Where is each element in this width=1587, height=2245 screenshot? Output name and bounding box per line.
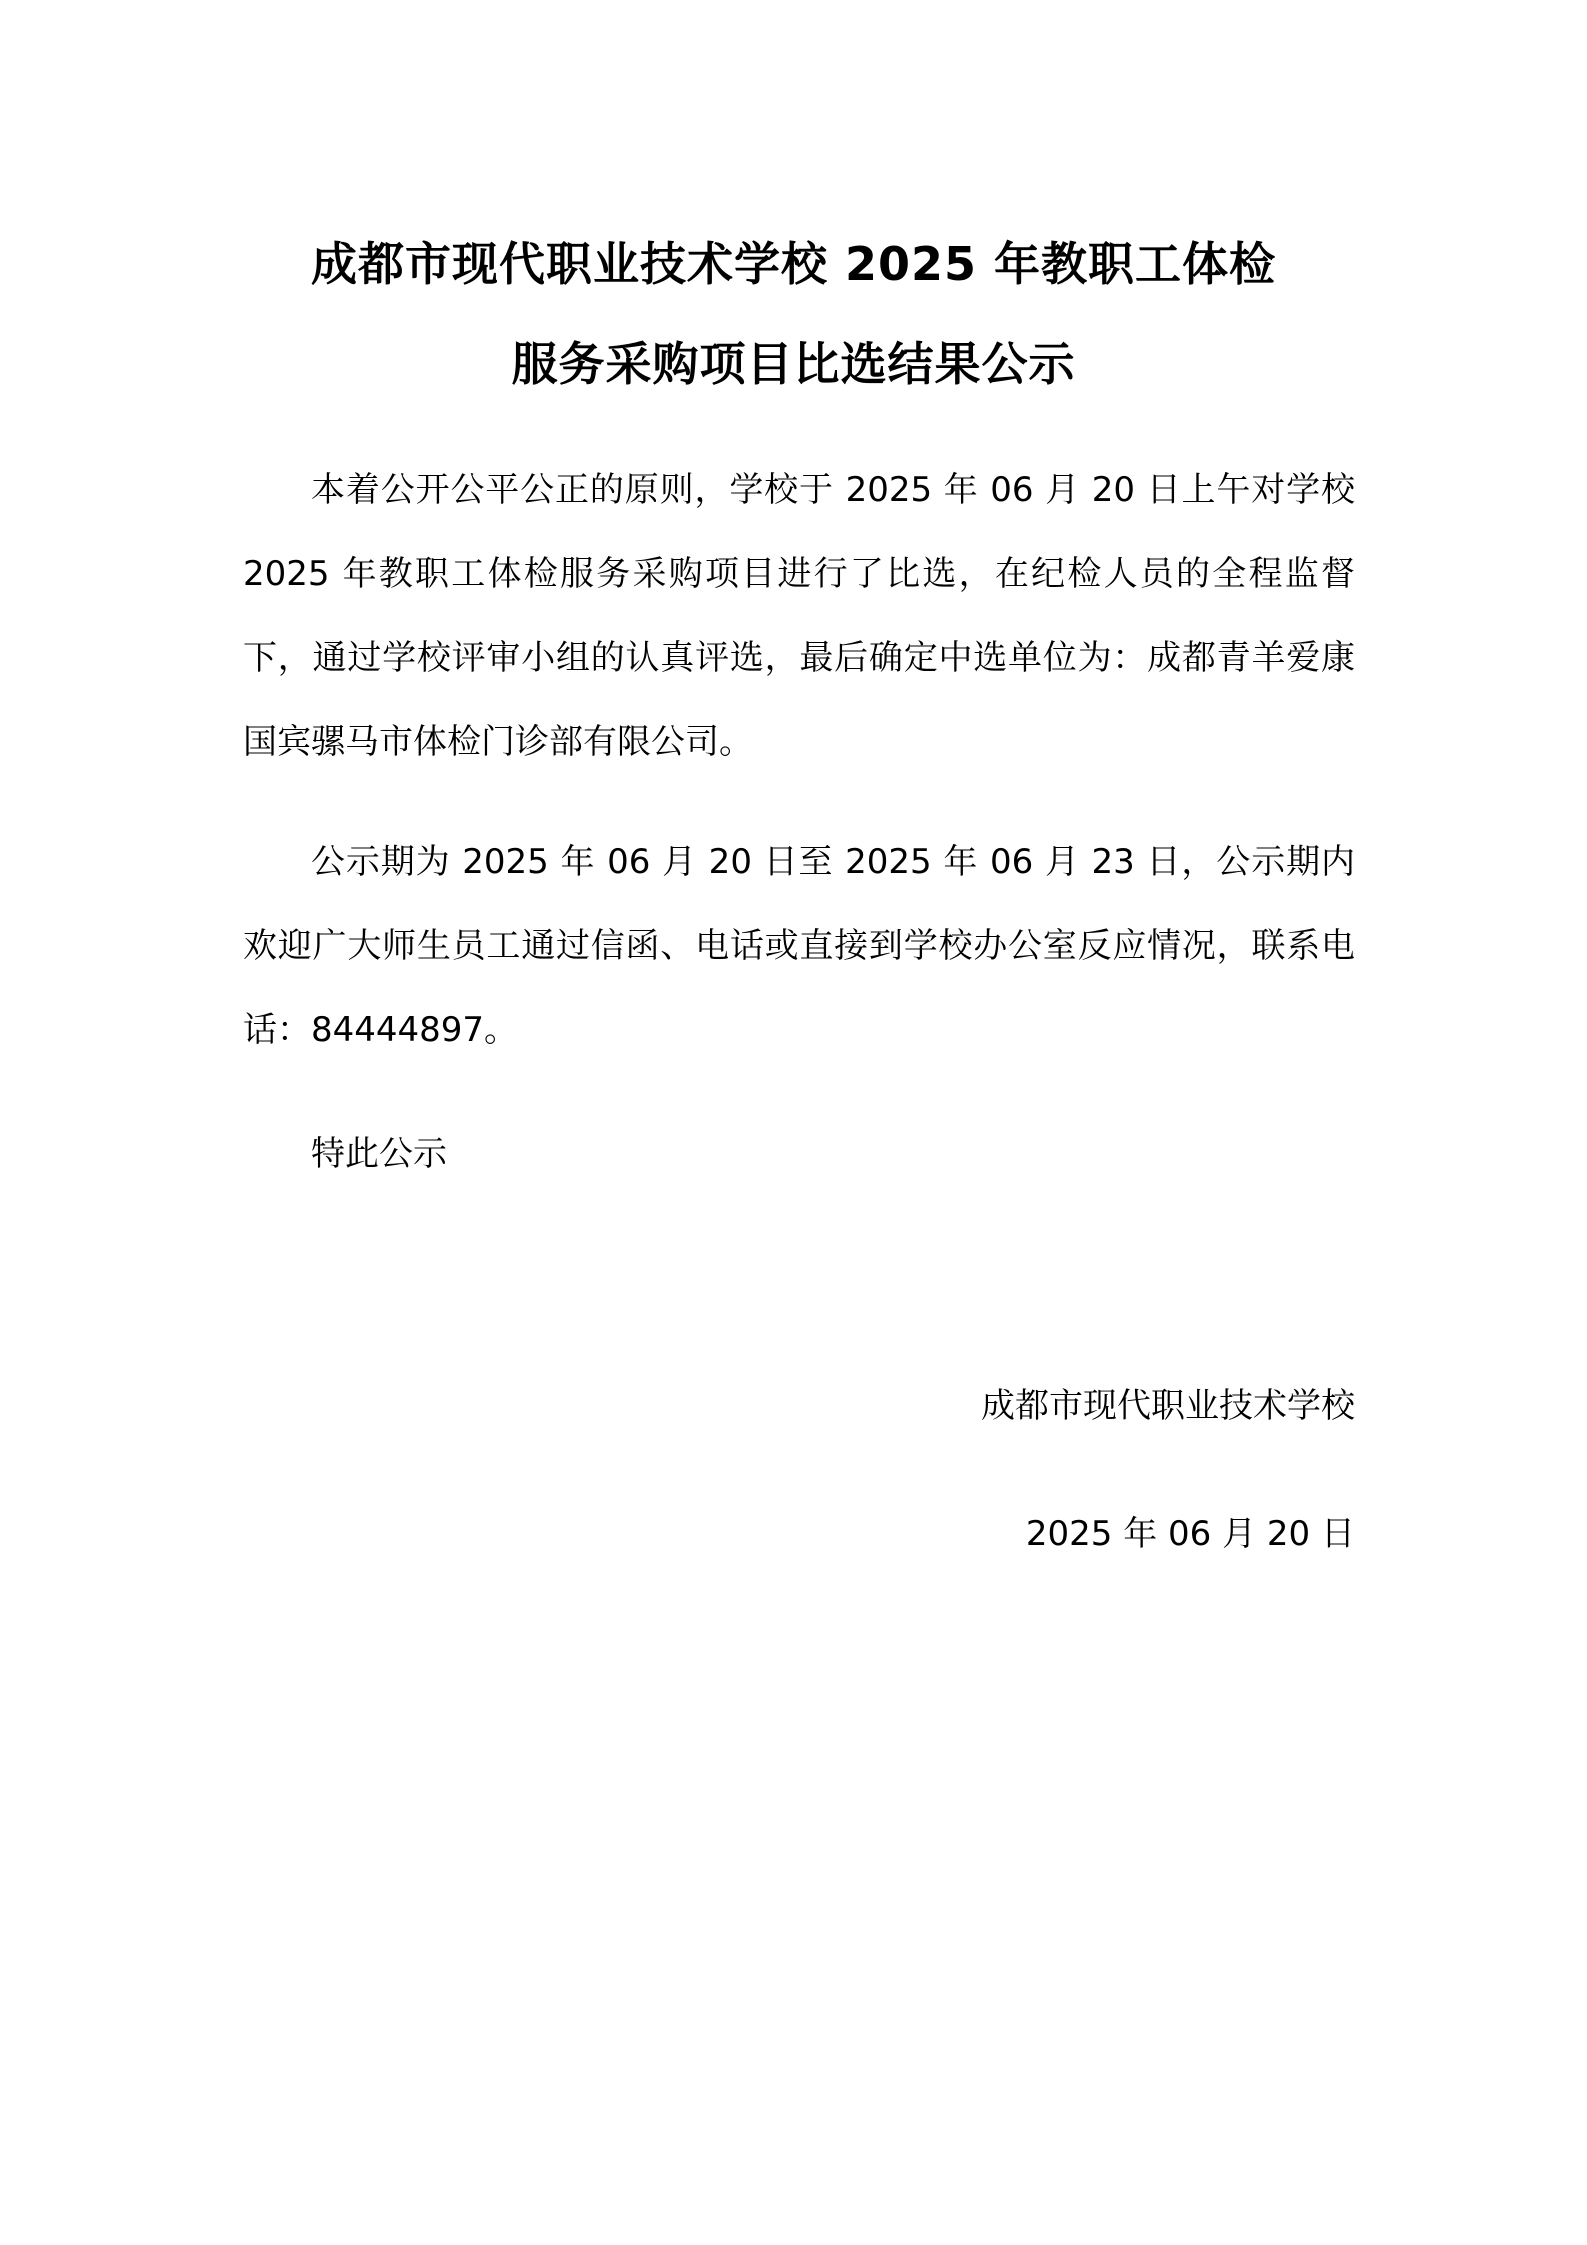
body-paragraph-2: 公示期为 2025 年 06 月 20 日至 2025 年 06 月 23 日，公示期内欢迎广大师生员工通过信函、电话或直接到学校办公室反应情况，联系电话：84444897。: [243, 842, 1355, 1050]
signature-date: 2025 年 06 月 20 日: [1025, 1514, 1355, 1554]
document-title-line-1: 成都市现代职业技术学校 2025 年教职工体检: [310, 237, 1277, 291]
signature-organization: 成都市现代职业技术学校: [981, 1386, 1355, 1426]
body-paragraph-1: 本着公开公平公正的原则，学校于 2025 年 06 月 20 日上午对学校 2025 年教职工体检服务采购项目进行了比选，在纪检人员的全程监督下，通过学校评审小组的认真评选，最后确定中选单位为：成都青羊爱康国宾骡马市体检门诊部有限公司。: [243, 470, 1355, 762]
document-title-line-2: 服务采购项目比选结果公示: [511, 337, 1076, 391]
closing-statement: 特此公示: [311, 1134, 447, 1174]
